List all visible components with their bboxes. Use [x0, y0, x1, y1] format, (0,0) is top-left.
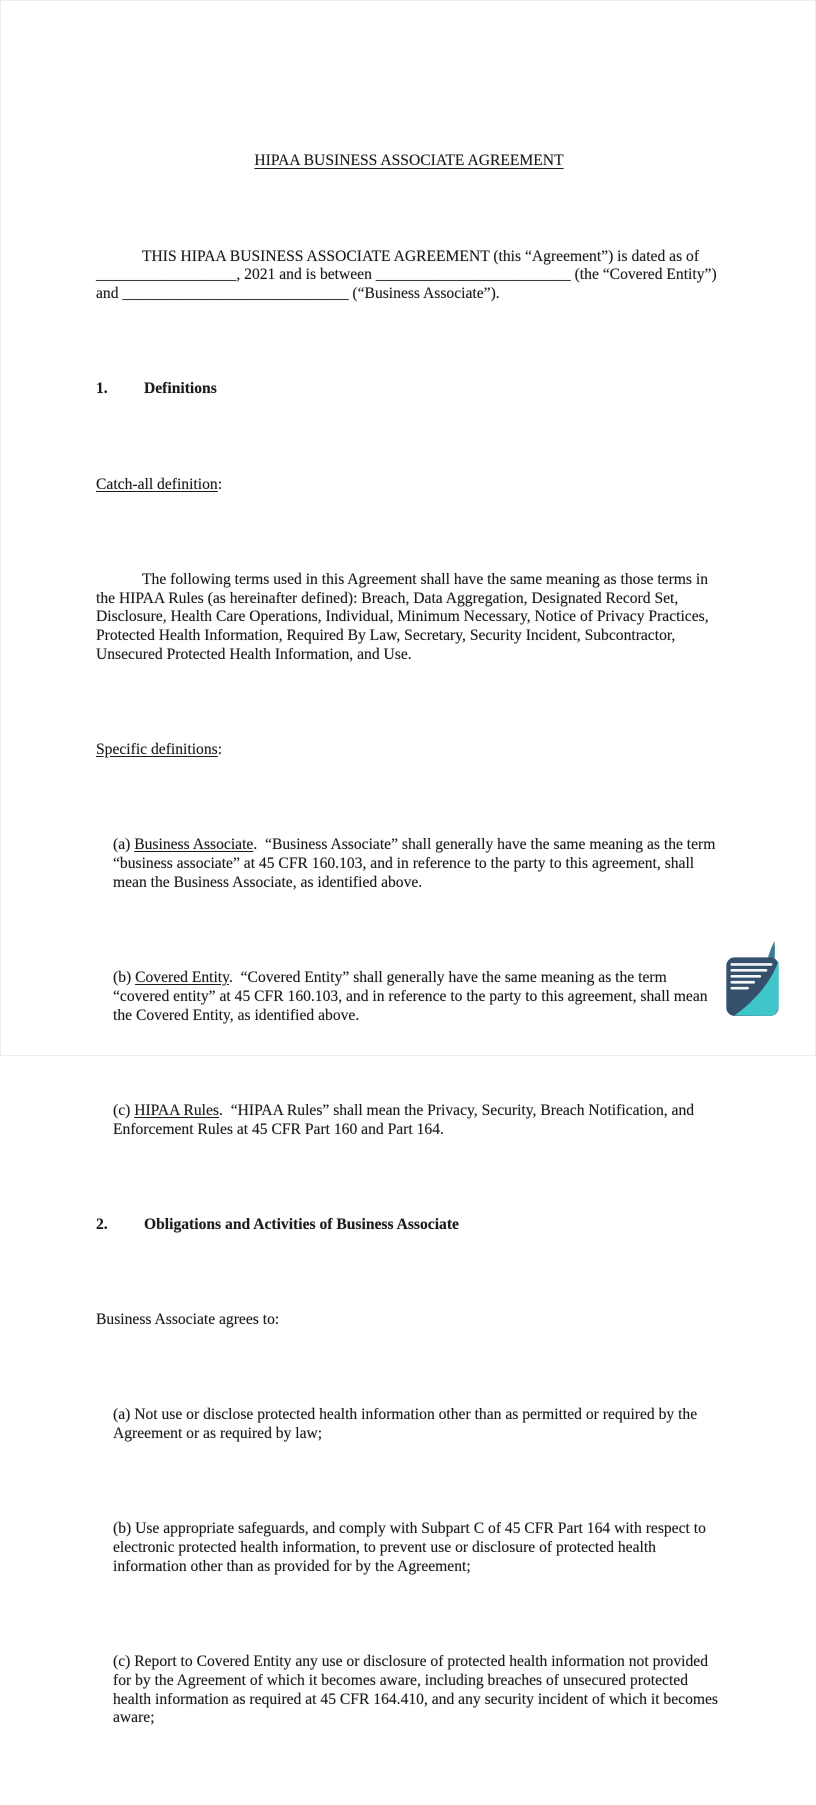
- section-2-lead: Business Associate agrees to:: [96, 1311, 280, 1329]
- business-associate-blank[interactable]: _____________________________: [122, 285, 349, 303]
- obligation-item-b: (b) Use appropriate safeguards, and comply with Subpart C of 45 CFR Part 164 with respect to electronic protected health information, to prevent use or disclosure of protected health information other than as provided for by the Agreement;: [113, 1520, 710, 1575]
- definition-item-b: [113, 969, 722, 1025]
- catch-all-definition-text: Catch-all definition: [96, 475, 218, 493]
- intro-text-4: (“Business Associate”).: [348, 285, 500, 303]
- specific-definitions-colon: :: [217, 741, 223, 759]
- section-2-heading-label: Obligations and Activities of Business Associate: [144, 1215, 459, 1233]
- definition-item-a-prefix: (a): [113, 836, 135, 854]
- covered-entity-blank[interactable]: _________________________: [375, 266, 571, 284]
- document-title: HIPAA BUSINESS ASSOCIATE AGREEMENT: [254, 152, 564, 170]
- specific-definitions-text: Specific definitions: [96, 741, 218, 759]
- document-logo-icon: [723, 940, 785, 1022]
- section-2-number: 2.: [96, 1215, 108, 1233]
- obligation-item-a: (a) Not use or disclose protected health information other than as permitted or required by the Agreement or as required by law;: [113, 1406, 701, 1443]
- definition-item-c-prefix: (c): [113, 1101, 135, 1119]
- intro-text-2: , 2021 and is between: [236, 266, 376, 284]
- section-1-number: 1.: [96, 380, 108, 398]
- date-blank[interactable]: __________________: [96, 266, 237, 284]
- definition-item-c: [113, 1102, 722, 1140]
- definition-item-c-text: . “HIPAA Rules” shall mean the Privacy, Security, Breach Notification, and Enforcement Rules at 45 CFR Part 160 and Part 164.: [113, 1101, 698, 1138]
- section-2-heading: [96, 1216, 722, 1235]
- definition-item-a: [113, 836, 722, 892]
- catch-all-definition-colon: :: [217, 475, 223, 493]
- intro-text-3: (the “Covered Entity”) and: [96, 266, 721, 303]
- definition-item-a-term: Business Associate: [134, 836, 254, 854]
- specific-definitions-label: [96, 741, 722, 760]
- section-1-heading: [96, 380, 722, 399]
- definition-item-b-text: . “Covered Entity” shall generally have the same meaning as the term “covered entity” at 45 CFR 160.103, and in reference to the party to this agreement, shall mean the Covered Entity, as identified above.: [113, 969, 712, 1024]
- definition-item-c-term: HIPAA Rules: [134, 1101, 219, 1119]
- definition-item-b-prefix: (b): [113, 969, 136, 987]
- section-1-heading-label: Definitions: [144, 380, 217, 398]
- document-content: [96, 96, 722, 1805]
- catch-all-paragraph: The following terms used in this Agreement shall have the same meaning as those terms in the HIPAA Rules (as hereinafter defined): Breach, Data Aggregation, Designated Record Set, Disclosure, Health Care Operations, Individual, Minimum Necessary, Notice of Privacy Practices, Protected Health Information, Required By Law, Secretary, Security Incident, Subcontractor, Unsecured Protected Health Information, and Use.: [96, 570, 713, 663]
- definition-item-b-term: Covered Entity: [135, 969, 229, 987]
- intro-text-1: THIS HIPAA BUSINESS ASSOCIATE AGREEMENT (this “Agreement”) is dated as of: [142, 247, 703, 265]
- intro-paragraph: [96, 248, 722, 304]
- obligation-item-c: (c) Report to Covered Entity any use or disclosure of protected health information not provided for by the Agreement of which it becomes aware, including breaches of unsecured protected health information as required at 45 CFR 164.410, and any security incident of which it becomes aware;: [113, 1652, 722, 1727]
- definition-item-a-text: . “Business Associate” shall generally have the same meaning as the term “business associate” at 45 CFR 160.103, and in reference to the party to this agreement, shall mean the Business Associate, as identified above.: [113, 836, 720, 891]
- catch-all-definition-label: [96, 476, 722, 495]
